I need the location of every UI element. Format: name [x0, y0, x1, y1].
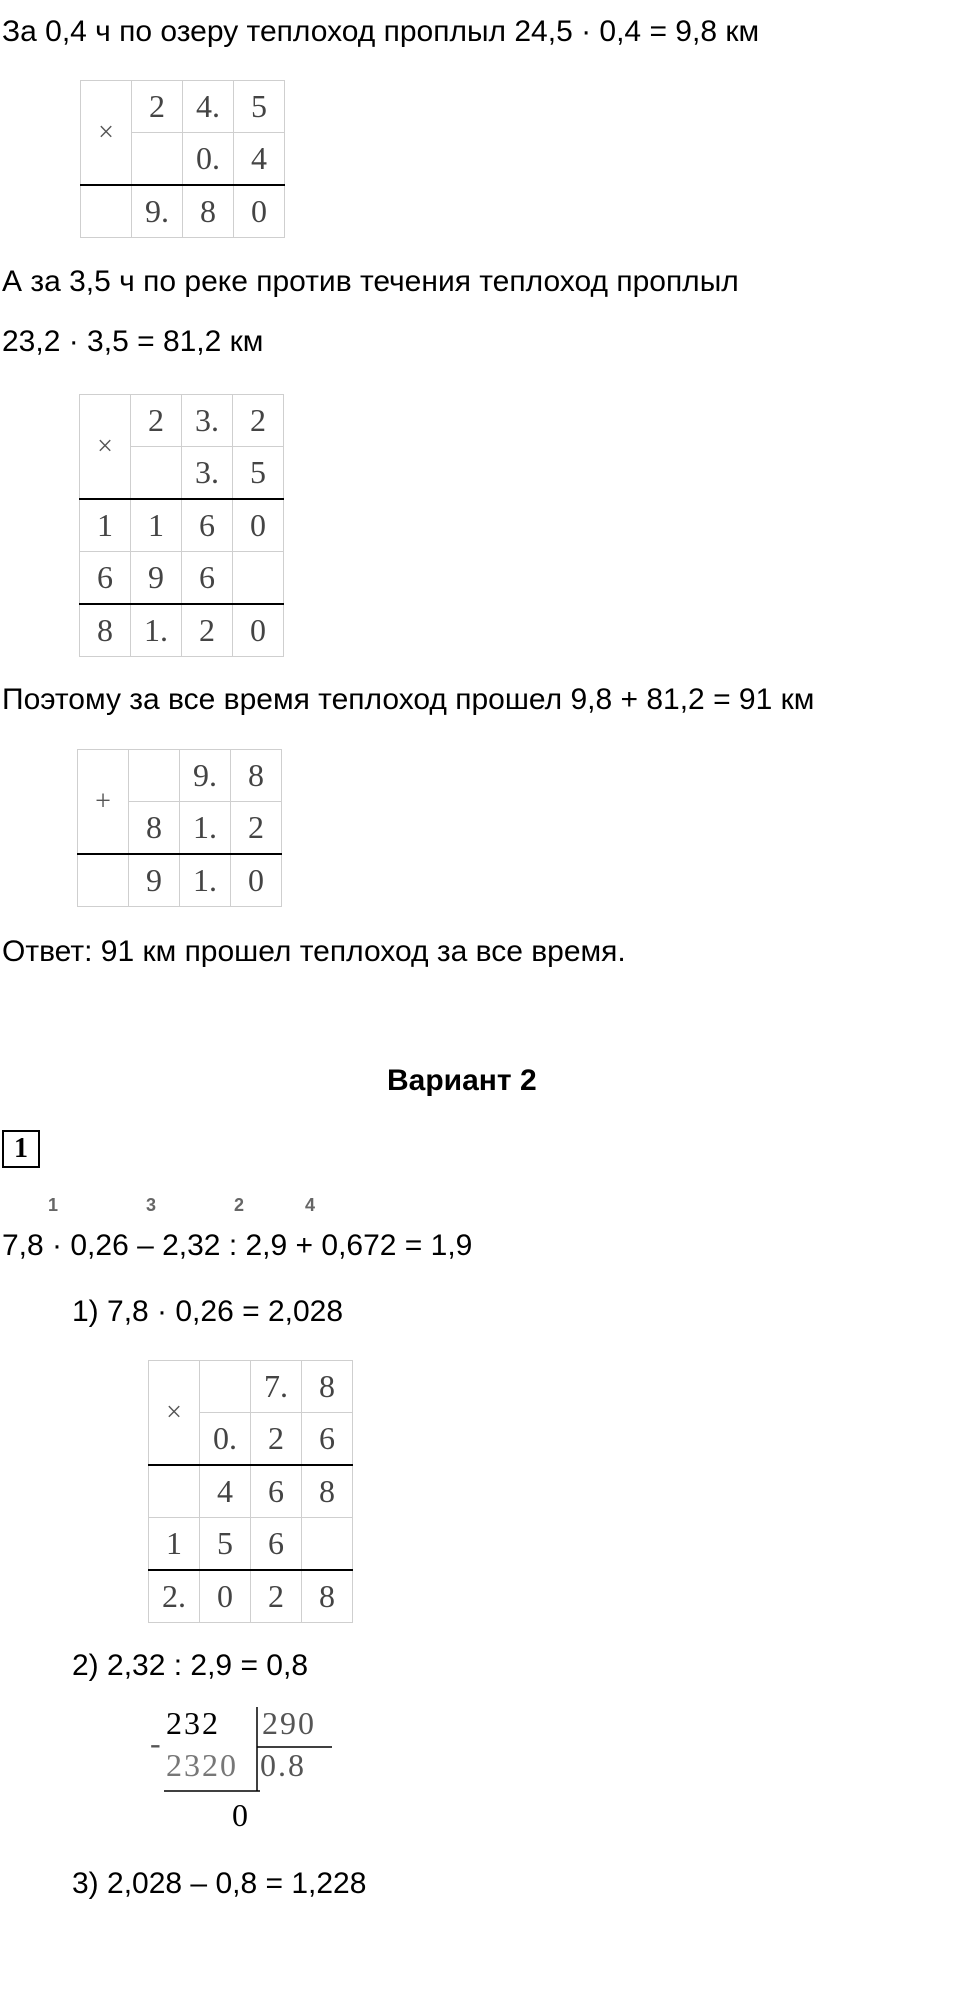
grid-cell: 2. [149, 1570, 200, 1623]
grid-cell [78, 854, 129, 907]
expression-line: 7,8 · 0,26 – 2,32 : 2,9 + 0,672 = 1,9 [2, 1229, 473, 1262]
grid-cell: 9. [180, 750, 231, 802]
operator-multiply: × [81, 81, 132, 186]
grid-cell: 3. [182, 447, 233, 500]
variant-heading: Вариант 2 [387, 1064, 537, 1097]
order-mark: 1 [48, 1195, 59, 1215]
step-2: 2) 2,32 : 2,9 = 0,8 [72, 1649, 309, 1682]
grid-cell: 8 [129, 802, 180, 855]
grid-cell: 7. [251, 1361, 302, 1413]
grid-cell [132, 133, 183, 186]
task-number-box: 1 [2, 1130, 40, 1168]
grid-cell: 4. [183, 81, 234, 133]
grid-cell: 8 [302, 1465, 353, 1518]
step-3: 3) 2,028 – 0,8 = 1,228 [72, 1867, 367, 1900]
grid-cell: 1. [131, 604, 182, 657]
remainder: 0 [232, 1797, 250, 1833]
grid-cell: 8 [183, 185, 234, 238]
grid-cell: 0. [183, 133, 234, 186]
grid-cell [149, 1465, 200, 1518]
grid-cell: 5 [233, 447, 284, 500]
grid-cell: 0 [231, 854, 282, 907]
subtrahend: 2320 [166, 1747, 238, 1783]
division-lines [150, 1705, 340, 1840]
text-line-1: За 0,4 ч по озеру теплоход проплыл 24,5 · 0,4 = 9,8 км [2, 15, 760, 48]
multiplication-grid-1 [80, 80, 285, 238]
grid-cell: 4 [200, 1465, 251, 1518]
grid-cell: 0 [233, 499, 284, 552]
addition-grid [77, 749, 282, 907]
grid-cell: 2 [251, 1413, 302, 1466]
grid-cell: 6 [182, 552, 233, 605]
grid-cell: 8 [80, 604, 131, 657]
grid-cell: 1. [180, 854, 231, 907]
grid-cell: 5 [234, 81, 285, 133]
step-1: 1) 7,8 · 0,26 = 2,028 [72, 1295, 344, 1328]
grid-cell: 0 [200, 1570, 251, 1623]
grid-cell: 6 [80, 552, 131, 605]
operator-multiply: × [80, 395, 131, 500]
grid-cell: 0 [234, 185, 285, 238]
grid-cell: 0. [200, 1413, 251, 1466]
grid-cell: 9. [132, 185, 183, 238]
grid-cell: 8 [302, 1570, 353, 1623]
grid-cell: 1. [180, 802, 231, 855]
text-line-4: Поэтому за все время теплоход прошел 9,8 + 81,2 = 91 км [2, 683, 815, 716]
quotient: 0.8 [260, 1747, 306, 1783]
long-division [150, 1705, 340, 1840]
grid-cell: 1 [80, 499, 131, 552]
text-line-2: А за 3,5 ч по реке против течения теплоход проплыл [2, 265, 739, 298]
grid-cell [233, 552, 284, 605]
operator-multiply: × [149, 1361, 200, 1466]
minus-sign: - [150, 1725, 163, 1761]
grid-cell: 6 [251, 1465, 302, 1518]
grid-cell: 6 [302, 1413, 353, 1466]
operator-plus: + [78, 750, 129, 855]
grid-cell: 2 [231, 802, 282, 855]
dividend: 232 [166, 1705, 220, 1741]
grid-cell: 1 [149, 1518, 200, 1571]
grid-cell: 2 [131, 395, 182, 447]
grid-cell: 1 [131, 499, 182, 552]
grid-cell: 2 [233, 395, 284, 447]
text-line-3: 23,2 · 3,5 = 81,2 км [2, 325, 264, 358]
grid-cell: 4 [234, 133, 285, 186]
order-mark: 4 [305, 1195, 316, 1215]
grid-cell: 9 [131, 552, 182, 605]
grid-cell: 6 [251, 1518, 302, 1571]
divisor: 290 [262, 1705, 316, 1741]
answer-line: Ответ: 91 км прошел теплоход за все время. [2, 935, 626, 968]
grid-cell [129, 750, 180, 802]
order-mark: 3 [146, 1195, 157, 1215]
grid-cell: 2 [132, 81, 183, 133]
grid-cell: 2 [251, 1570, 302, 1623]
grid-cell: 8 [231, 750, 282, 802]
grid-cell: 0 [233, 604, 284, 657]
multiplication-grid-2 [79, 394, 284, 657]
grid-cell: 6 [182, 499, 233, 552]
grid-cell [131, 447, 182, 500]
grid-cell: 8 [302, 1361, 353, 1413]
grid-cell: 2 [182, 604, 233, 657]
grid-cell: 9 [129, 854, 180, 907]
grid-cell [81, 185, 132, 238]
grid-cell [200, 1361, 251, 1413]
grid-cell [302, 1518, 353, 1571]
grid-cell: 3. [182, 395, 233, 447]
grid-cell: 5 [200, 1518, 251, 1571]
order-mark: 2 [234, 1195, 245, 1215]
multiplication-grid-3 [148, 1360, 353, 1623]
